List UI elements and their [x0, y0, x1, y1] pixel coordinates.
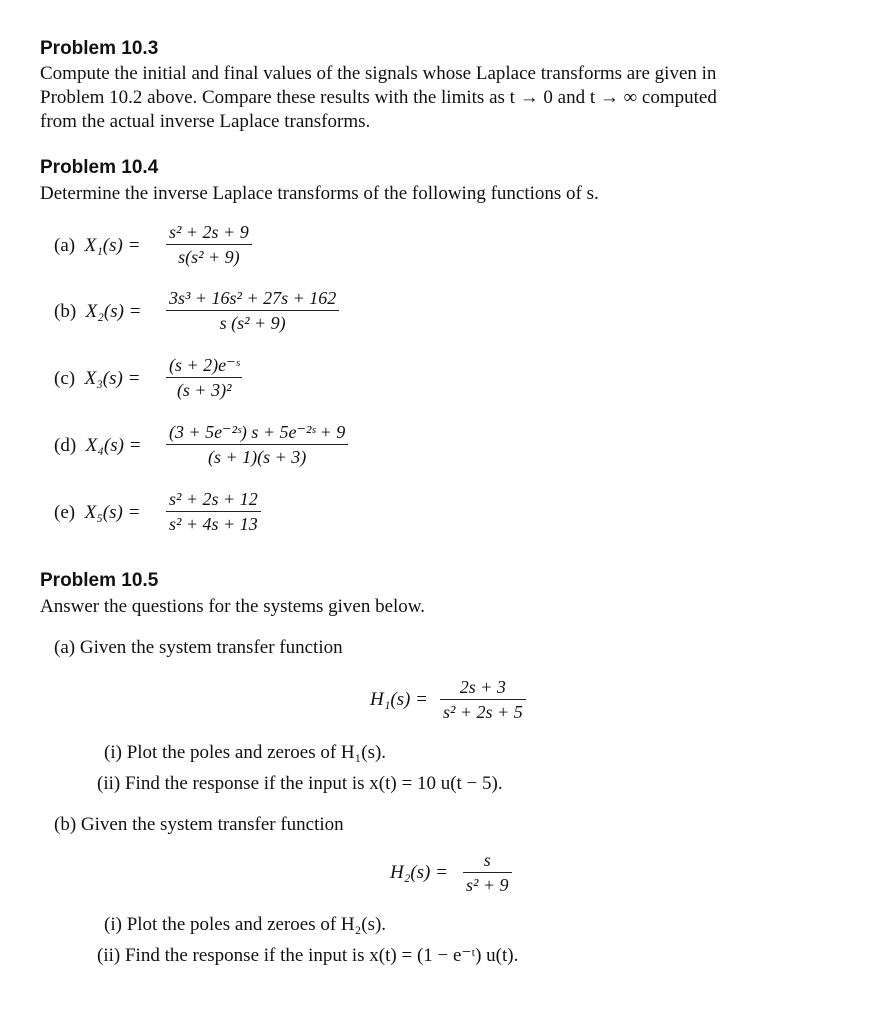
part-a-text: (a) Given the system transfer function	[54, 637, 343, 658]
item-d-fraction	[166, 421, 348, 468]
fraction-bar	[166, 244, 252, 245]
problem-10-4-intro: Determine the inverse Laplace transforms of the following functions of s.	[40, 183, 599, 204]
h1-lhs: H₁(s) =	[370, 689, 428, 710]
problem-10-3-line-2: Problem 10.2 above. Compare these results with the limits as t → 0 and t → ∞ computed	[40, 87, 717, 108]
problem-10-5-title: Problem 10.5	[40, 570, 159, 591]
part-a-subitem-i: (i) Plot the poles and zeroes of H₁(s).	[104, 742, 387, 763]
fraction-bar	[166, 377, 242, 378]
item-a-fraction	[166, 221, 252, 268]
fraction-bar	[166, 310, 339, 311]
problem-10-3-line-1: Compute the initial and final values of the signals whose Laplace transforms are given in	[40, 63, 717, 84]
fraction-bar	[440, 699, 526, 700]
h2-denominator: s² + 9	[466, 875, 509, 895]
item-b-label: (b) X₂(s) =	[54, 301, 142, 322]
item-c-fraction	[166, 354, 242, 401]
part-b-subitem-i: (i) Plot the poles and zeroes of H₂(s).	[104, 914, 387, 935]
item-a-label: (a) X₁(s) =	[54, 235, 141, 256]
h2-lhs: H₂(s) =	[390, 862, 448, 883]
problem-10-3-title: Problem 10.3	[40, 38, 159, 59]
h1-fraction	[440, 676, 526, 723]
item-d-numerator: (3 + 5e⁻²ˢ) s + 5e⁻²ˢ + 9	[169, 422, 346, 442]
item-e-numerator: s² + 2s + 12	[169, 489, 258, 509]
item-d-denominator: (s + 1)(s + 3)	[208, 447, 307, 467]
part-b-text: (b) Given the system transfer function	[54, 814, 344, 835]
item-a-denominator: s(s² + 9)	[178, 247, 240, 267]
problem-10-3-line-3: from the actual inverse Laplace transforms.	[40, 111, 371, 132]
item-b-fraction	[166, 287, 339, 334]
item-b-denominator: s (s² + 9)	[219, 313, 286, 333]
h1-numerator: 2s + 3	[459, 677, 506, 697]
item-c-denominator: (s + 3)²	[176, 380, 232, 400]
item-b-numerator: 3s³ + 16s² + 27s + 162	[169, 288, 337, 308]
item-d-label: (d) X₄(s) =	[54, 435, 142, 456]
item-a-numerator: s² + 2s + 9	[169, 222, 249, 242]
part-b-subitem-ii: (ii) Find the response if the input is x(t) = (1 − e⁻ᵗ) u(t).	[97, 945, 519, 966]
part-a-subitem-ii: (ii) Find the response if the input is x(t) = 10 u(t − 5).	[97, 773, 503, 794]
item-e-denominator: s² + 4s + 13	[169, 514, 258, 534]
problem-10-5-intro: Answer the questions for the systems given below.	[40, 596, 426, 617]
fraction-bar	[166, 511, 261, 512]
problem-10-4-title: Problem 10.4	[40, 157, 159, 178]
h1-denominator: s² + 2s + 5	[443, 702, 523, 722]
fraction-bar	[463, 872, 512, 873]
item-e-fraction	[166, 488, 261, 535]
item-c-label: (c) X₃(s) =	[54, 368, 141, 389]
h2-numerator: s	[483, 850, 491, 870]
fraction-bar	[166, 444, 348, 445]
h2-fraction	[463, 849, 512, 896]
item-e-label: (e) X₅(s) =	[54, 502, 141, 523]
item-c-numerator: (s + 2)e⁻ˢ	[169, 355, 240, 375]
